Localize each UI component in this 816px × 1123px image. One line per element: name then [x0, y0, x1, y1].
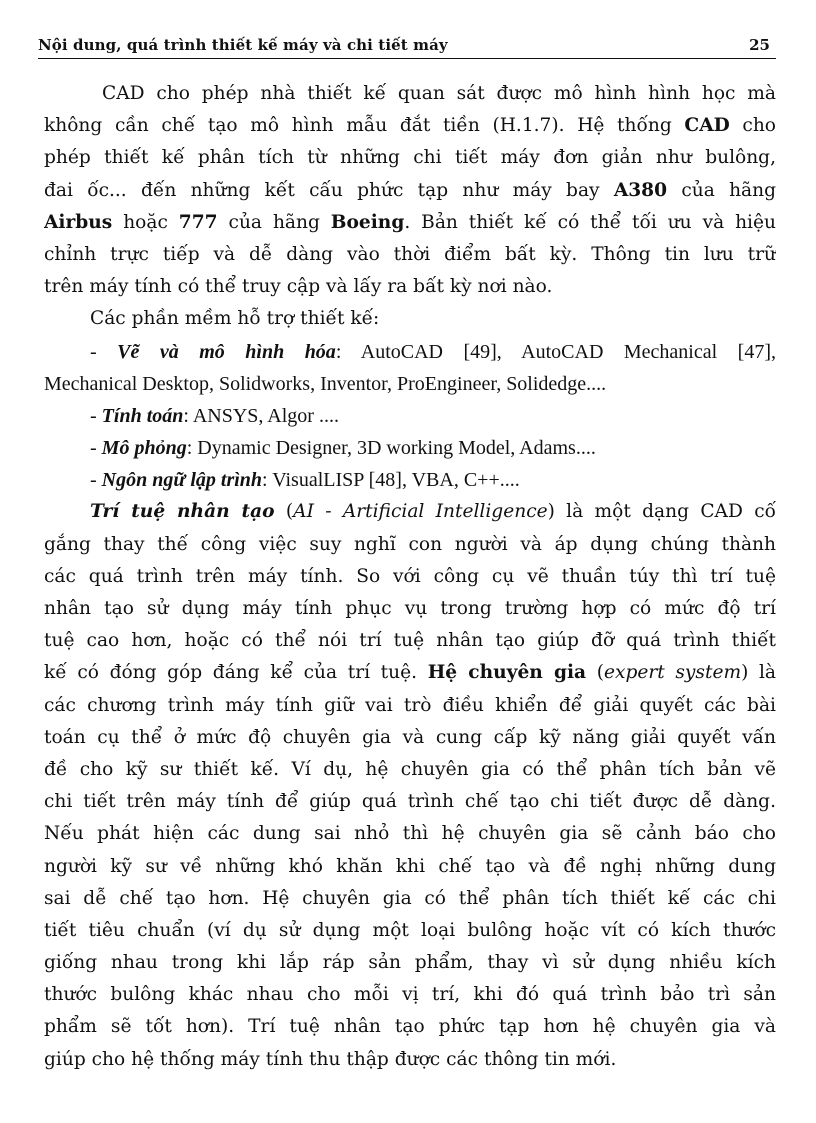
text-span: người kỹ sư về những khó khăn khi chế tạo và đề nghị những dung — [44, 855, 776, 877]
text-span: chỉnh trực tiếp và dễ dàng vào thời điểm bất kỳ. Thông tin lưu trữ — [44, 243, 776, 265]
term-ai: Trí tuệ nhân tạo — [90, 501, 275, 523]
term-expert-system: Hệ chuyên gia — [427, 662, 587, 684]
text-span: - — [90, 340, 118, 363]
text-span: của hãng — [667, 179, 776, 201]
page-body — [44, 78, 776, 1076]
text-line — [44, 561, 776, 593]
text-span: - — [90, 404, 102, 427]
text-line — [44, 883, 776, 915]
term-boeing: Boeing — [330, 211, 405, 233]
term-777: 777 — [178, 211, 218, 233]
text-span: cho — [729, 115, 776, 137]
text-line — [44, 207, 776, 239]
list-item-drawing — [44, 336, 776, 368]
text-line — [44, 239, 776, 271]
text-span: ) là một dạng CAD cố — [547, 501, 776, 523]
text-span: giúp cho hệ thống máy tính thu thập được các thông tin mới. — [44, 1048, 617, 1070]
text-line — [44, 915, 776, 947]
text-span: Mechanical Desktop, Solidworks, Inventor, ProEngineer, Solidedge.... — [44, 372, 607, 395]
text-span: : Dynamic Designer, 3D working Model, Adams.... — [186, 437, 596, 460]
text-span: nhân tạo sử dụng máy tính phục vụ trong trường hợp có mức độ trí — [44, 598, 776, 619]
text-line — [44, 851, 776, 883]
text-line — [44, 754, 776, 786]
text-span: đai ốc... đến những kết cấu phức tạp như máy bay — [44, 179, 614, 201]
text-line — [44, 1044, 776, 1076]
text-span: - — [90, 437, 102, 460]
list-label: Vẽ và mô hình hóa — [117, 340, 336, 363]
text-line — [44, 78, 776, 110]
list-item-sim — [44, 432, 776, 464]
text-span: các quá trình trên máy tính. So với công cụ vẽ thuần túy thì trí tuệ — [44, 565, 776, 587]
text-span: của hãng — [217, 211, 331, 233]
list-label: Ngôn ngữ lập trình — [101, 469, 263, 492]
term-cad: CAD — [684, 115, 730, 137]
text-span: . Bản thiết kế có thể tối ưu và hiệu — [404, 211, 776, 233]
text-span: chi tiết trên máy tính để giúp quá trình chế tạo chi tiết được dễ dàng. — [44, 791, 776, 813]
text-span: phẩm sẽ tốt hơn). Trí tuệ nhân tạo phức tạp hơn hệ chuyên gia và — [44, 1016, 776, 1038]
text-line — [44, 947, 776, 979]
software-intro: Các phần mềm hỗ trợ thiết kế: — [90, 308, 380, 330]
text-line — [44, 657, 776, 689]
text-line — [44, 1011, 776, 1043]
text-span: Nếu phát hiện các dung sai nhỏ thì hệ chuyên gia sẽ cảnh báo cho — [44, 823, 776, 845]
text-span: ) là — [741, 662, 776, 684]
term-ai-english: AI - Artificial Intelligence — [293, 501, 548, 523]
text-line — [44, 496, 776, 528]
text-span: : VisualLISP [48], VBA, C++.... — [262, 469, 520, 492]
text-span: phép thiết kế phân tích từ những chi tiết máy đơn giản như bulông, — [44, 147, 776, 169]
text-span: - — [90, 469, 102, 492]
list-item-prog — [44, 464, 776, 496]
text-span: thước bulông khác nhau cho mỗi vị trí, khi đó quá trình bảo trì sản — [44, 984, 776, 1006]
list-label: Tính toán — [101, 404, 184, 427]
text-line — [44, 175, 776, 207]
text-span: tiết tiêu chuẩn (ví dụ sử dụng một loại bulông hoặc vít có kích thước — [44, 919, 776, 941]
text-span: không cần chế tạo mô hình mẫu đắt tiền (H.1.7). Hệ thống — [44, 115, 685, 137]
text-span: ( — [274, 501, 294, 523]
text-span: giống nhau trong khi lắp ráp sản phẩm, thay vì sử dụng nhiều kích — [44, 952, 776, 974]
text-line — [44, 529, 776, 561]
header-title: Nội dung, quá trình thiết kế máy và chi tiết máy — [38, 36, 448, 54]
text-line — [44, 368, 776, 400]
text-span: tuệ cao hơn, hoặc có thể nói trí tuệ nhân tạo giúp đỡ quá trình thiết — [44, 630, 776, 652]
running-header — [38, 34, 776, 59]
text-line — [44, 786, 776, 818]
text-span: các chương trình máy tính giữ vai trò điều khiển để giải quyết các bài — [44, 694, 776, 716]
text-line — [44, 593, 776, 625]
text-line — [44, 979, 776, 1011]
text-span: gắng thay thế công việc suy nghĩ con người và áp dụng chúng thành — [44, 533, 776, 555]
text-line — [44, 690, 776, 722]
text-span: đề cho kỹ sư thiết kế. Ví dụ, hệ chuyên gia có thể phân tích bản vẽ — [44, 758, 776, 780]
list-item-calc — [44, 400, 776, 432]
text-line — [44, 110, 776, 142]
text-span: ( — [586, 662, 604, 684]
text-line — [44, 271, 776, 303]
text-span: : AutoCAD [49], AutoCAD Mechanical [47], — [335, 340, 776, 363]
list-label: Mô phỏng — [101, 437, 187, 460]
text-line — [44, 142, 776, 174]
text-span: sai dễ chế tạo hơn. Hệ chuyên gia có thể phân tích thiết kế các chi — [44, 887, 776, 909]
text-line — [44, 303, 776, 335]
text-line — [44, 722, 776, 754]
text-span: trên máy tính có thể truy cập và lấy ra bất kỳ nơi nào. — [44, 276, 553, 298]
text-span: toán cụ thể ở mức độ chuyên gia và cung cấp kỹ năng giải quyết vấn — [44, 726, 776, 748]
text-span: kế có đóng góp đáng kể của trí tuệ. — [44, 662, 428, 684]
term-airbus: Airbus — [44, 211, 113, 233]
text-span: hoặc — [112, 211, 179, 233]
term-expert-english: expert system — [604, 662, 742, 684]
text-line — [44, 625, 776, 657]
text-line — [44, 818, 776, 850]
page-number: 25 — [749, 36, 770, 54]
text-span: CAD cho phép nhà thiết kế quan sát được mô hình hình học mà — [102, 83, 776, 104]
text-span: : ANSYS, Algor .... — [183, 404, 339, 427]
term-a380: A380 — [613, 179, 668, 201]
